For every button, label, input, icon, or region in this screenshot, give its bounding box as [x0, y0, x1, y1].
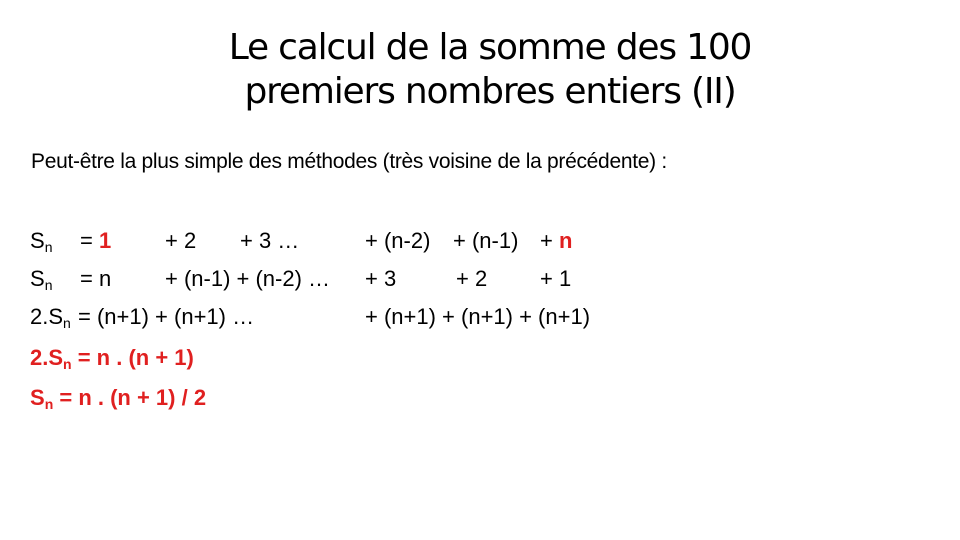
- row-2-term-5: + 2: [456, 266, 488, 291]
- row-2-term-2: + (n-1) + (n-2) …: [165, 266, 331, 291]
- title-line-2: premiers nombres entiers (II): [244, 71, 736, 112]
- row-1-term-2: + 2: [165, 228, 197, 253]
- equation-row-5: [0, 385, 960, 421]
- row-3-lhs: $2.S_n$: [30, 304, 71, 331]
- row-1-term-5: + (n-1): [453, 228, 519, 253]
- row-2-term-4: + 3: [365, 266, 397, 291]
- row-3-term-4: + (n+1) + (n+1) + (n+1): [365, 304, 591, 329]
- row-1-term-3: + 3 …: [240, 228, 300, 253]
- intro-text: Peut-être la plus simple des méthodes (très voisine de la précédente) :: [31, 150, 667, 173]
- slide-title: [180, 26, 800, 114]
- row-4-equation: $2.S_n = n$ . (n + 1): [30, 345, 194, 372]
- row-1-term-4: + (n-2): [365, 228, 431, 253]
- row-5-equation: $S_n = n$ . (n + 1) / 2: [30, 385, 207, 412]
- row-1-lhs: $S_n$: [30, 228, 53, 255]
- row-3-term-1: = (n+1) + (n+1) …: [78, 304, 255, 329]
- equation-row-4: [0, 345, 960, 381]
- row-2-term-1: = n: [80, 266, 112, 291]
- equation-row-3: [0, 304, 960, 340]
- equation-row-2: [0, 266, 960, 302]
- row-2-term-6: + 1: [540, 266, 572, 291]
- row-2-lhs: $S_n$: [30, 266, 53, 293]
- row-1-term-6: + n: [540, 228, 573, 253]
- equation-row-1: [0, 228, 960, 264]
- title-line-1: Le calcul de la somme des 100: [228, 27, 752, 68]
- row-1-term-1: = 1: [80, 228, 112, 253]
